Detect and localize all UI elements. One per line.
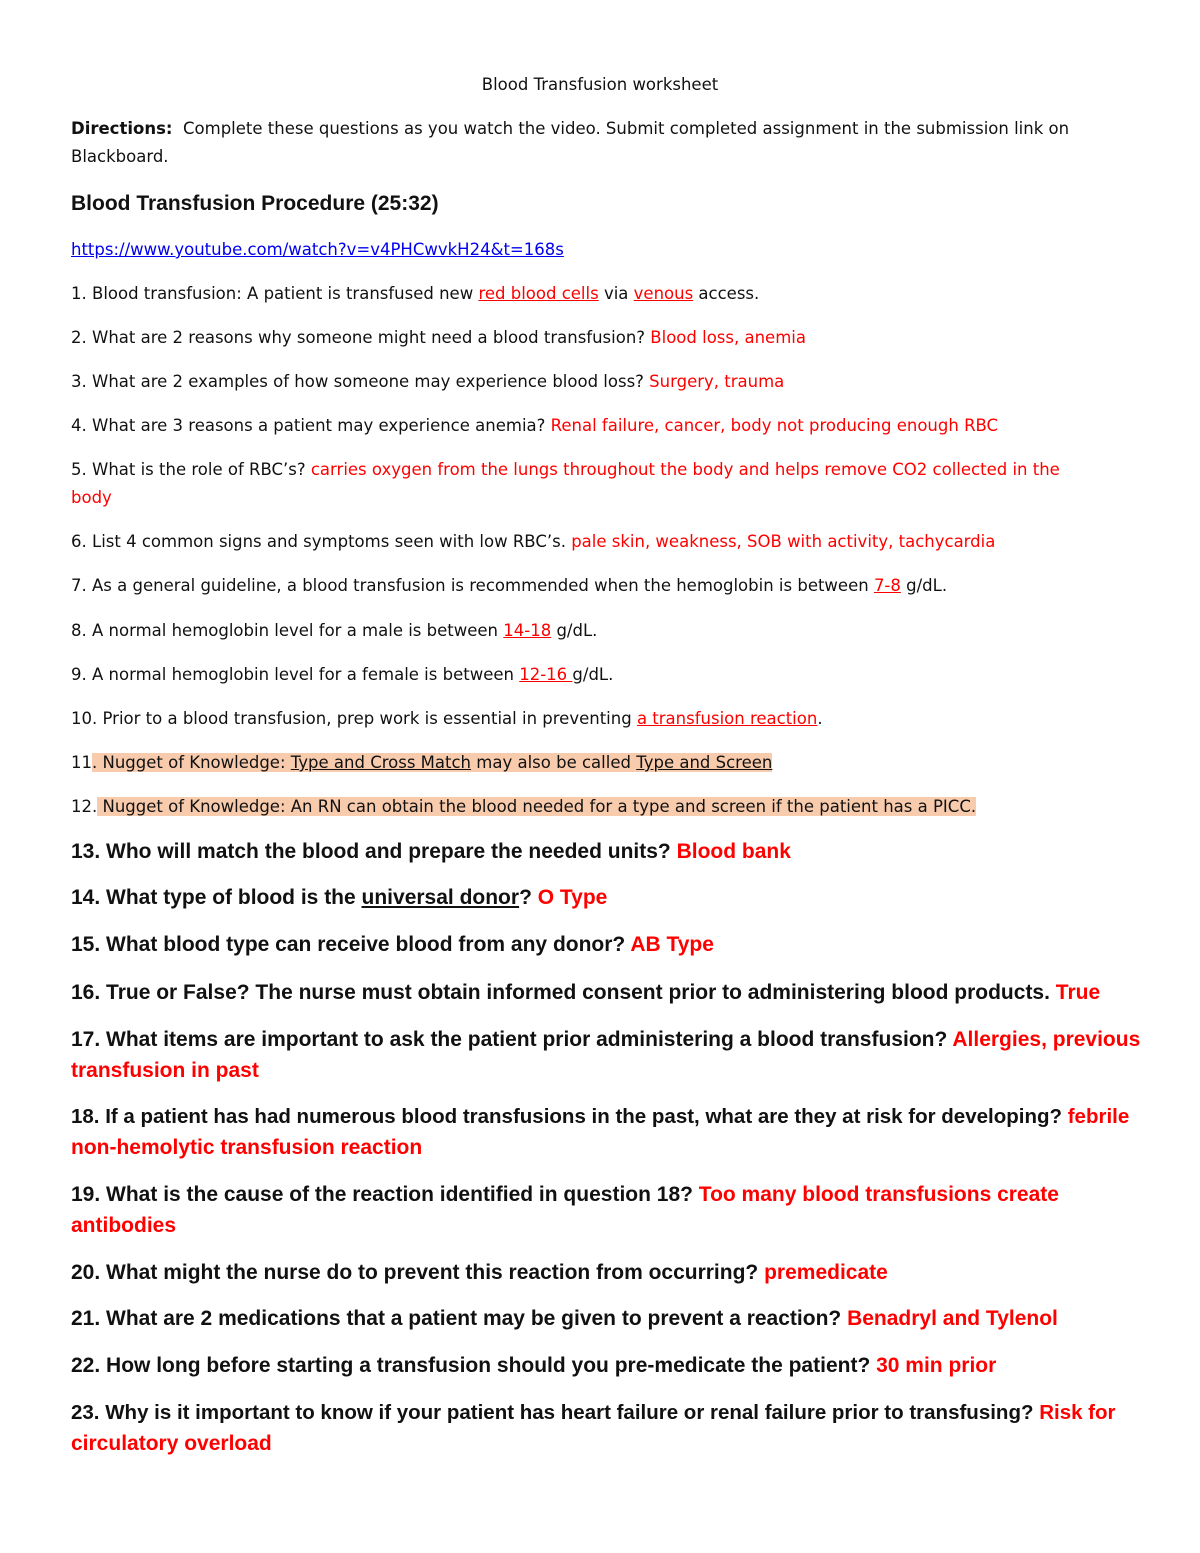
q-term: universal donor xyxy=(361,886,520,909)
answer: a transfusion reaction xyxy=(636,709,818,728)
answer: Risk for xyxy=(1039,1401,1116,1424)
q-text: Nugget of Knowledge: xyxy=(97,753,291,772)
q-dot: . xyxy=(92,753,98,772)
answer: True xyxy=(1055,981,1101,1004)
answer: Surgery, trauma xyxy=(649,372,785,391)
answer: febrile xyxy=(1067,1105,1130,1128)
question-17-answer-cont: transfusion in past xyxy=(71,1059,259,1082)
q-text: ? xyxy=(519,886,538,909)
answer: AB Type xyxy=(630,933,714,956)
question-21 xyxy=(71,1307,1058,1331)
question-20 xyxy=(71,1261,888,1285)
q-text: What type of blood is the xyxy=(100,886,362,909)
q-number: 8. xyxy=(71,621,87,640)
q-number: 11 xyxy=(71,753,92,772)
question-17 xyxy=(71,1028,1140,1052)
question-18-answer-cont: non-hemolytic transfusion reaction xyxy=(71,1136,423,1159)
directions-text: Complete these questions as you watch the video. Submit completed assignment in the submission link on xyxy=(183,119,1070,138)
q-number: 14. xyxy=(71,886,101,909)
q-text: g/dL. xyxy=(551,621,598,640)
video-link[interactable]: https://www.youtube.com/watch?v=v4PHCwvkH24&t=168s xyxy=(71,240,564,259)
question-19-answer-cont: antibodies xyxy=(71,1214,177,1237)
question-5 xyxy=(71,460,1060,479)
question-4 xyxy=(71,416,998,435)
answer: premedicate xyxy=(764,1261,888,1284)
question-19 xyxy=(71,1183,1059,1207)
highlight-nugget xyxy=(92,753,772,772)
q-text: What are 2 reasons why someone might need a blood transfusion? xyxy=(92,328,651,347)
q-term: Type and Cross Match xyxy=(290,753,472,772)
answer: Allergies, previous xyxy=(952,1028,1141,1051)
q-text: A normal hemoglobin level for a male is between xyxy=(92,621,504,640)
question-6 xyxy=(71,532,995,551)
q-text: What is the role of RBC’s? xyxy=(92,460,311,479)
q-number: 18. xyxy=(71,1105,100,1128)
q-text: via xyxy=(598,284,634,303)
q-text: A normal hemoglobin level for a female is between xyxy=(92,665,520,684)
question-16 xyxy=(71,981,1100,1005)
q-text: Why is it important to know if your patient has heart failure or renal failure prior to transfusing? xyxy=(99,1401,1040,1424)
q-number: 21. xyxy=(71,1307,101,1330)
question-10 xyxy=(71,709,823,728)
q-text: Who will match the blood and prepare the needed units? xyxy=(100,840,677,863)
q-term: Type and Screen xyxy=(636,753,773,772)
q-number: 13. xyxy=(71,840,101,863)
question-18 xyxy=(71,1105,1129,1129)
q-text: What are 3 reasons a patient may experience anemia? xyxy=(92,416,551,435)
q-number: 20. xyxy=(71,1261,101,1284)
q-number: 5. xyxy=(71,460,87,479)
q-text: As a general guideline, a blood transfusion is recommended when the hemoglobin is between xyxy=(92,576,874,595)
question-3 xyxy=(71,372,784,391)
q-text: What might the nurse do to prevent this reaction from occurring? xyxy=(100,1261,765,1284)
answer: Blood loss, anemia xyxy=(650,328,806,347)
q-text: What are 2 examples of how someone may experience blood loss? xyxy=(92,372,650,391)
question-1 xyxy=(71,284,759,303)
q-text: How long before starting a transfusion should you pre-medicate the patient? xyxy=(100,1354,877,1377)
q-text: List 4 common signs and symptoms seen with low RBC’s. xyxy=(92,532,572,551)
question-23 xyxy=(71,1401,1116,1425)
q-number: 23. xyxy=(71,1401,100,1424)
q-number: 2. xyxy=(71,328,87,347)
answer: pale skin, weakness, SOB with activity, tachycardia xyxy=(571,532,996,551)
answer: carries oxygen from the lungs throughout the body and helps remove CO2 collected in the xyxy=(310,460,1060,479)
section-heading: Blood Transfusion Procedure (25:32) xyxy=(71,192,439,215)
question-13 xyxy=(71,840,791,864)
answer: 7-8 xyxy=(873,576,901,595)
answer: 30 min prior xyxy=(876,1354,997,1377)
q-number: 9. xyxy=(71,665,87,684)
answer: Benadryl and Tylenol xyxy=(847,1307,1058,1330)
directions-line xyxy=(71,119,1069,138)
q-number: 10. xyxy=(71,709,98,728)
q-number: 3. xyxy=(71,372,87,391)
q-number: 6. xyxy=(71,532,87,551)
q-text: access. xyxy=(693,284,760,303)
q-text: Prior to a blood transfusion, prep work is essential in preventing xyxy=(102,709,637,728)
page-title: Blood Transfusion worksheet xyxy=(481,75,719,94)
answer: 12-16 xyxy=(519,665,573,684)
q-text: g/dL. xyxy=(900,576,948,595)
highlight-nugget: Nugget of Knowledge: An RN can obtain the blood needed for a type and screen if the patient has a PICC. xyxy=(97,797,977,816)
q-text: If a patient has had numerous blood transfusions in the past, what are they at risk for developing? xyxy=(99,1105,1068,1128)
q-text: What items are important to ask the patient prior administering a blood transfusion? xyxy=(100,1028,953,1051)
q-number: 19. xyxy=(71,1183,101,1206)
answer: red blood cells xyxy=(478,284,599,303)
answer: 14-18 xyxy=(503,621,552,640)
q-text: What is the cause of the reaction identified in question 18? xyxy=(100,1183,699,1206)
question-14 xyxy=(71,886,607,910)
q-number: 1. xyxy=(71,284,87,303)
q-number: 15. xyxy=(71,933,101,956)
question-22 xyxy=(71,1354,996,1378)
q-text: may also be called xyxy=(471,753,637,772)
question-8 xyxy=(71,621,597,640)
q-text: What blood type can receive blood from any donor? xyxy=(100,933,631,956)
answer: Too many blood transfusions create xyxy=(698,1183,1059,1206)
question-5-answer-cont: body xyxy=(71,488,112,507)
question-2 xyxy=(71,328,806,347)
answer: O Type xyxy=(537,886,608,909)
question-9 xyxy=(71,665,613,684)
answer: Blood bank xyxy=(676,840,791,863)
q-number: 7. xyxy=(71,576,87,595)
answer: venous xyxy=(633,284,694,303)
q-number: 22. xyxy=(71,1354,101,1377)
q-text: g/dL. xyxy=(572,665,614,684)
q-text: What are 2 medications that a patient may be given to prevent a reaction? xyxy=(100,1307,848,1330)
question-23-answer-cont: circulatory overload xyxy=(71,1432,272,1455)
directions-label: Directions: xyxy=(71,119,173,138)
q-number: 17. xyxy=(71,1028,101,1051)
question-15 xyxy=(71,933,714,957)
answer: Renal failure, cancer, body not producing enough RBC xyxy=(550,416,999,435)
question-12 xyxy=(71,797,976,816)
q-number: 16. xyxy=(71,981,101,1004)
directions-line-2: Blackboard. xyxy=(71,147,169,166)
q-number: 12. xyxy=(71,797,98,816)
question-7 xyxy=(71,576,947,595)
q-text: Blood transfusion: A patient is transfused new xyxy=(92,284,479,303)
q-number: 4. xyxy=(71,416,87,435)
question-11 xyxy=(71,753,772,772)
q-text: True or False? The nurse must obtain informed consent prior to administering blood products. xyxy=(100,981,1056,1004)
q-text: . xyxy=(817,709,823,728)
